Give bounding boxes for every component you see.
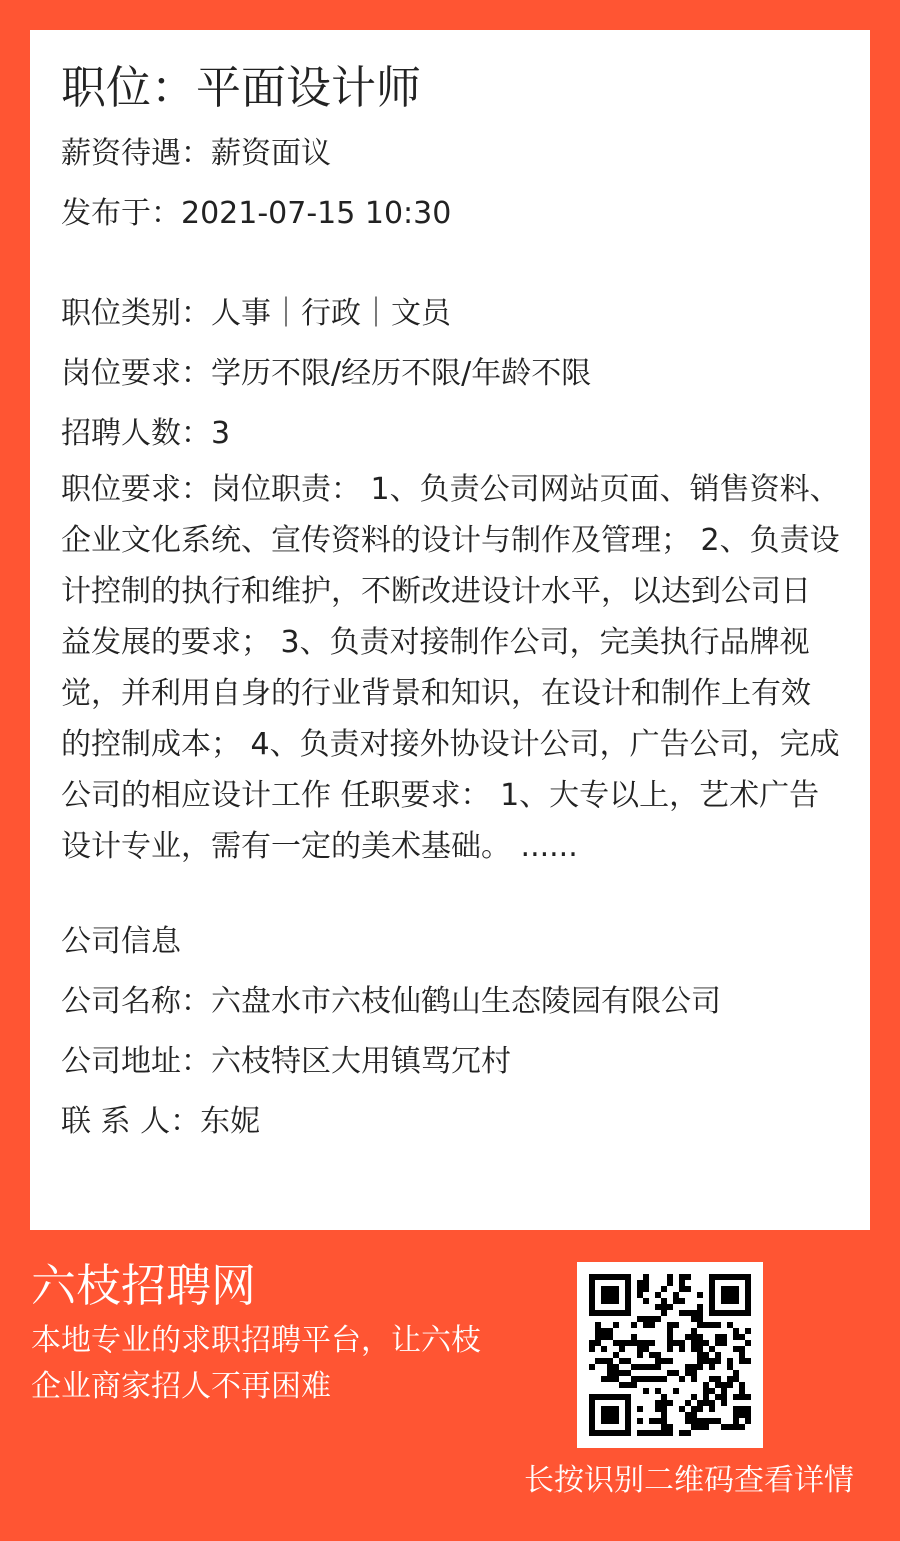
spacer [61,872,840,912]
headcount: 招聘人数：3 [61,416,231,451]
brand-tagline: 本地专业的求职招聘平台，让六枝企业商家招人不再困难 [31,1323,481,1404]
company-heading: 公司信息 [61,924,181,959]
qr-hint: 长按识别二维码查看详情 [524,1463,854,1498]
spacer [61,244,840,284]
position-requirements: 岗位要求：学历不限/经历不限/年龄不限 [61,356,592,391]
job-category: 职位类别：人事｜行政｜文员 [61,296,451,331]
publish-date: 发布于：2021-07-15 10:30 [61,196,452,231]
contact-person: 联 系 人：东妮 [61,1104,261,1139]
company-address: 公司地址：六枝特区大用镇骂冗村 [61,1044,511,1079]
qr-code-icon [589,1274,751,1436]
company-name: 公司名称：六盘水市六枝仙鹤山生态陵园有限公司 [61,984,721,1019]
job-card [30,30,870,1230]
brand-name: 六枝招聘网 [31,1259,257,1312]
salary: 薪资待遇：薪资面议 [61,136,331,171]
job-title: 职位：平面设计师 [61,61,422,114]
qr-code[interactable] [577,1262,763,1448]
job-description: 职位要求：岗位职责： 1、负责公司网站页面、销售资料、企业文化系统、宣传资料的设计与制作及管理； 2、负责设计控制的执行和维护，不断改进设计水平，以达到公司日益发展的要求； 3、负责对接制作公司，完美执行品牌视觉，并利用自身的行业背景和知识，在设计和制作上有效的控制成本； 4、负责对接外协设计公司，广告公司，完成公司的相应设计工作 任职要求： 1、大专以上，艺术广告设计专业，需有一定的美术基础。 ...... [61,472,840,864]
